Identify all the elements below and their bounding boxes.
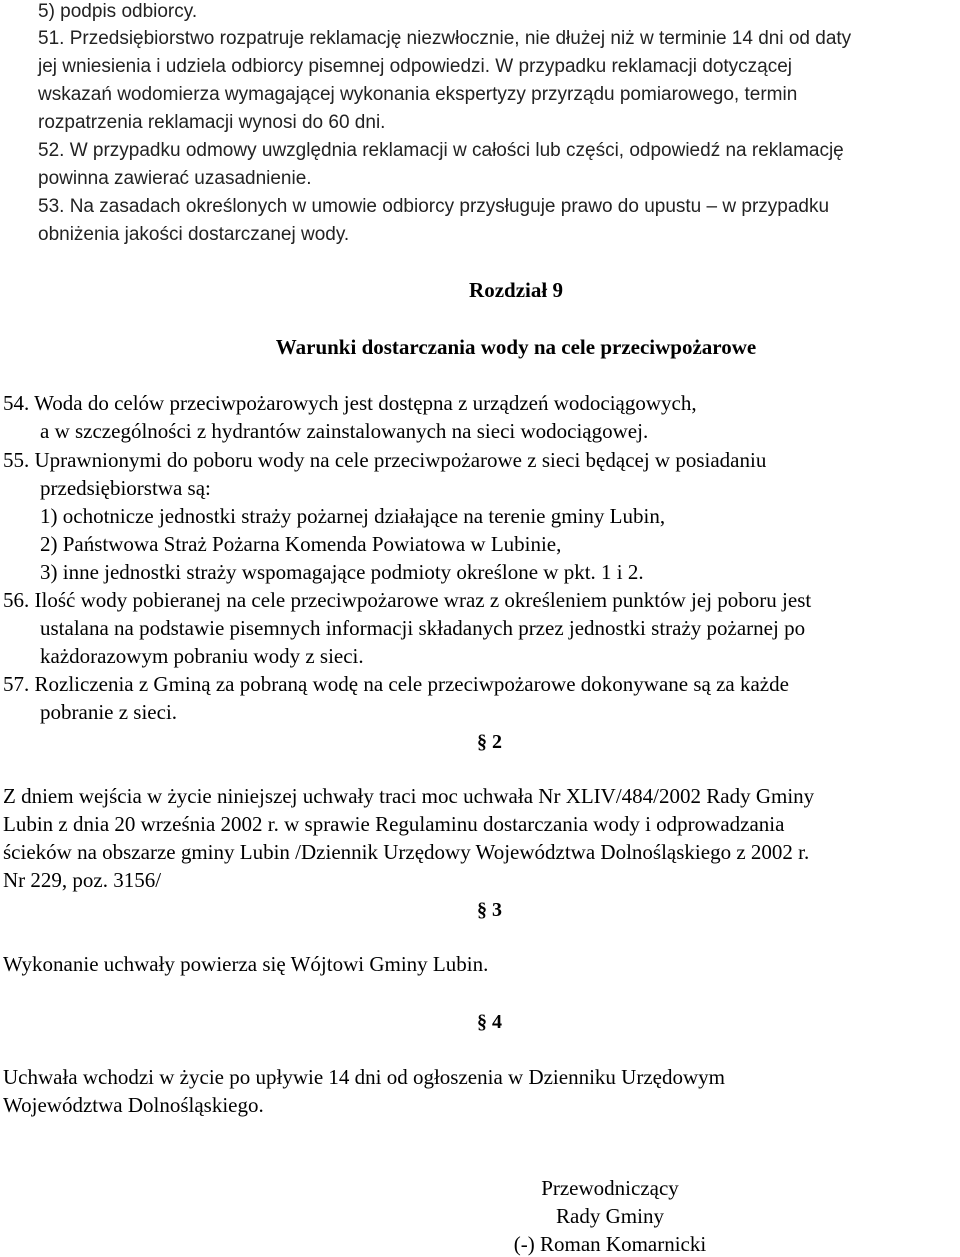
paragraph-57-line-1: 57. Rozliczenia z Gminą za pobraną wodę na cele przeciwpożarowe dokonywane są za każde — [3, 672, 789, 696]
signature-name: (-) Roman Komarnicki — [513, 1232, 707, 1256]
section-2-line-2: Lubin z dnia 20 września 2002 r. w sprawie Regulaminu dostarczania wody i odprowadzania — [3, 812, 785, 836]
paragraph-55-item-3: 3) inne jednostki straży wspomagające podmioty określone w pkt. 1 i 2. — [40, 560, 644, 584]
section-4-line-2: Województwa Dolnośląskiego. — [3, 1093, 264, 1117]
chapter-title: Warunki dostarczania wody na cele przeciwpożarowe — [275, 335, 757, 359]
paragraph-52-line-1: 52. W przypadku odmowy uwzględnia reklamacji w całości lub części, odpowiedź na reklamację — [38, 140, 844, 161]
paragraph-53-line-1: 53. Na zasadach określonych w umowie odbiorcy przysługuje prawo do upustu – w przypadku — [38, 196, 830, 217]
paragraph-53-line-2: obniżenia jakości dostarczanej wody. — [38, 224, 350, 245]
section-3-mark: § 3 — [477, 899, 502, 921]
section-3-line-1: Wykonanie uchwały powierza się Wójtowi Gminy Lubin. — [3, 952, 489, 976]
paragraph-54-line-2: a w szczególności z hydrantów zainstalowanych na sieci wodociągowej. — [40, 419, 649, 443]
chapter-number: Rozdział 9 — [469, 278, 563, 302]
section-2-line-4: Nr 229, poz. 3156/ — [3, 868, 162, 892]
signature-role: Przewodniczący — [541, 1176, 679, 1200]
paragraph-51-line-3: wskazań wodomierza wymagającej wykonania ekspertyzy przyrządu pomiarowego, termin — [38, 84, 798, 105]
paragraph-55-line-2: przedsiębiorstwa są: — [40, 476, 211, 500]
paragraph-51-line-2: jej wniesienia i udziela odbiorcy pisemnej odpowiedzi. W przypadku reklamacji dotyczącej — [38, 56, 793, 77]
list-item-5: 5) podpis odbiorcy. — [38, 1, 198, 22]
section-4-line-1: Uchwała wchodzi w życie po upływie 14 dni od ogłoszenia w Dzienniku Urzędowym — [3, 1065, 725, 1089]
paragraph-54-line-1: 54. Woda do celów przeciwpożarowych jest dostępna z urządzeń wodociągowych, — [3, 391, 697, 415]
paragraph-52-line-2: powinna zawierać uzasadnienie. — [38, 168, 312, 189]
signature-body: Rady Gminy — [556, 1204, 664, 1228]
paragraph-55-line-1: 55. Uprawnionymi do poboru wody na cele przeciwpożarowe z sieci będącej w posiadaniu — [3, 448, 767, 472]
section-4-mark: § 4 — [477, 1011, 502, 1033]
paragraph-51-line-1: 51. Przedsiębiorstwo rozpatruje reklamację niezwłocznie, nie dłużej niż w terminie 14 dni od daty — [38, 28, 852, 49]
paragraph-56-line-2: ustalana na podstawie pisemnych informacji składanych przez jednostki straży pożarnej po — [40, 616, 806, 640]
section-2-mark: § 2 — [477, 731, 502, 753]
paragraph-57-line-2: pobranie z sieci. — [40, 700, 178, 724]
section-2-line-3: ścieków na obszarze gminy Lubin /Dziennik Urzędowy Województwa Dolnośląskiego z 2002 r. — [3, 840, 810, 864]
paragraph-56-line-1: 56. Ilość wody pobieranej na cele przeciwpożarowe wraz z określeniem punktów jej poboru jest — [3, 588, 812, 612]
paragraph-55-item-2: 2) Państwowa Straż Pożarna Komenda Powiatowa w Lubinie, — [40, 532, 562, 556]
paragraph-51-line-4: rozpatrzenia reklamacji wynosi do 60 dni. — [38, 112, 386, 133]
section-2-line-1: Z dniem wejścia w życie niniejszej uchwały traci moc uchwała Nr XLIV/484/2002 Rady Gminy — [3, 784, 815, 808]
paragraph-56-line-3: każdorazowym pobraniu wody z sieci. — [40, 644, 364, 668]
paragraph-55-item-1: 1) ochotnicze jednostki straży pożarnej działające na terenie gminy Lubin, — [40, 504, 666, 528]
